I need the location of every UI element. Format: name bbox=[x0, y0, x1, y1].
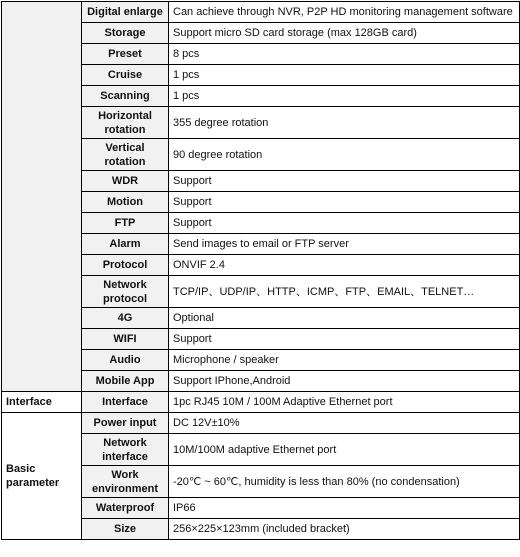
feature-cruise: Cruise bbox=[82, 65, 169, 86]
value-preset: 8 pcs bbox=[169, 44, 520, 65]
feature-size: Size bbox=[82, 519, 169, 540]
value-scanning: 1 pcs bbox=[169, 86, 520, 107]
value-interface: 1pc RJ45 10M / 100M Adaptive Ethernet port bbox=[169, 392, 520, 413]
feature-ftp: FTP bbox=[82, 213, 169, 234]
feature-audio: Audio bbox=[82, 350, 169, 371]
category-interface: Interface bbox=[2, 392, 82, 413]
value-wdr: Support bbox=[169, 171, 520, 192]
value-motion: Support bbox=[169, 192, 520, 213]
category-cell-empty bbox=[2, 2, 82, 392]
value-work-environment: -20℃ ~ 60℃, humidity is less than 80% (no condensation) bbox=[169, 466, 520, 498]
feature-interface: Interface bbox=[82, 392, 169, 413]
feature-waterproof: Waterproof bbox=[82, 498, 169, 519]
value-digital-enlarge: Can achieve through NVR, P2P HD monitoring management software bbox=[169, 2, 520, 23]
value-network-interface: 10M/100M adaptive Ethernet port bbox=[169, 434, 520, 466]
value-mobile-app: Support IPhone,Android bbox=[169, 371, 520, 392]
spec-table bbox=[1, 1, 520, 540]
value-power-input: DC 12V±10% bbox=[169, 413, 520, 434]
table-row bbox=[2, 413, 520, 434]
feature-digital-enlarge: Digital enlarge bbox=[82, 2, 169, 23]
table-row bbox=[2, 392, 520, 413]
value-cruise: 1 pcs bbox=[169, 65, 520, 86]
category-basic-parameter: Basic parameter bbox=[2, 413, 82, 540]
feature-wifi: WIFI bbox=[82, 329, 169, 350]
value-waterproof: IP66 bbox=[169, 498, 520, 519]
feature-work-environment: Work environment bbox=[82, 466, 169, 498]
value-alarm: Send images to email or FTP server bbox=[169, 234, 520, 255]
feature-network-interface: Network interface bbox=[82, 434, 169, 466]
value-protocol: ONVIF 2.4 bbox=[169, 255, 520, 276]
feature-preset: Preset bbox=[82, 44, 169, 65]
value-vertical-rotation: 90 degree rotation bbox=[169, 139, 520, 171]
feature-mobile-app: Mobile App bbox=[82, 371, 169, 392]
value-4g: Optional bbox=[169, 308, 520, 329]
value-storage: Support micro SD card storage (max 128GB card) bbox=[169, 23, 520, 44]
feature-vertical-rotation: Vertical rotation bbox=[82, 139, 169, 171]
feature-storage: Storage bbox=[82, 23, 169, 44]
feature-motion: Motion bbox=[82, 192, 169, 213]
feature-scanning: Scanning bbox=[82, 86, 169, 107]
feature-alarm: Alarm bbox=[82, 234, 169, 255]
value-audio: Microphone / speaker bbox=[169, 350, 520, 371]
feature-network-protocol: Network protocol bbox=[82, 276, 169, 308]
value-horizontal-rotation: 355 degree rotation bbox=[169, 107, 520, 139]
feature-4g: 4G bbox=[82, 308, 169, 329]
value-wifi: Support bbox=[169, 329, 520, 350]
value-network-protocol: TCP/IP、UDP/IP、HTTP、ICMP、FTP、EMAIL、TELNET… bbox=[169, 276, 520, 308]
table-row bbox=[2, 2, 520, 23]
feature-horizontal-rotation: Horizontal rotation bbox=[82, 107, 169, 139]
feature-power-input: Power input bbox=[82, 413, 169, 434]
feature-wdr: WDR bbox=[82, 171, 169, 192]
value-size: 256×225×123mm (included bracket) bbox=[169, 519, 520, 540]
feature-protocol: Protocol bbox=[82, 255, 169, 276]
value-ftp: Support bbox=[169, 213, 520, 234]
